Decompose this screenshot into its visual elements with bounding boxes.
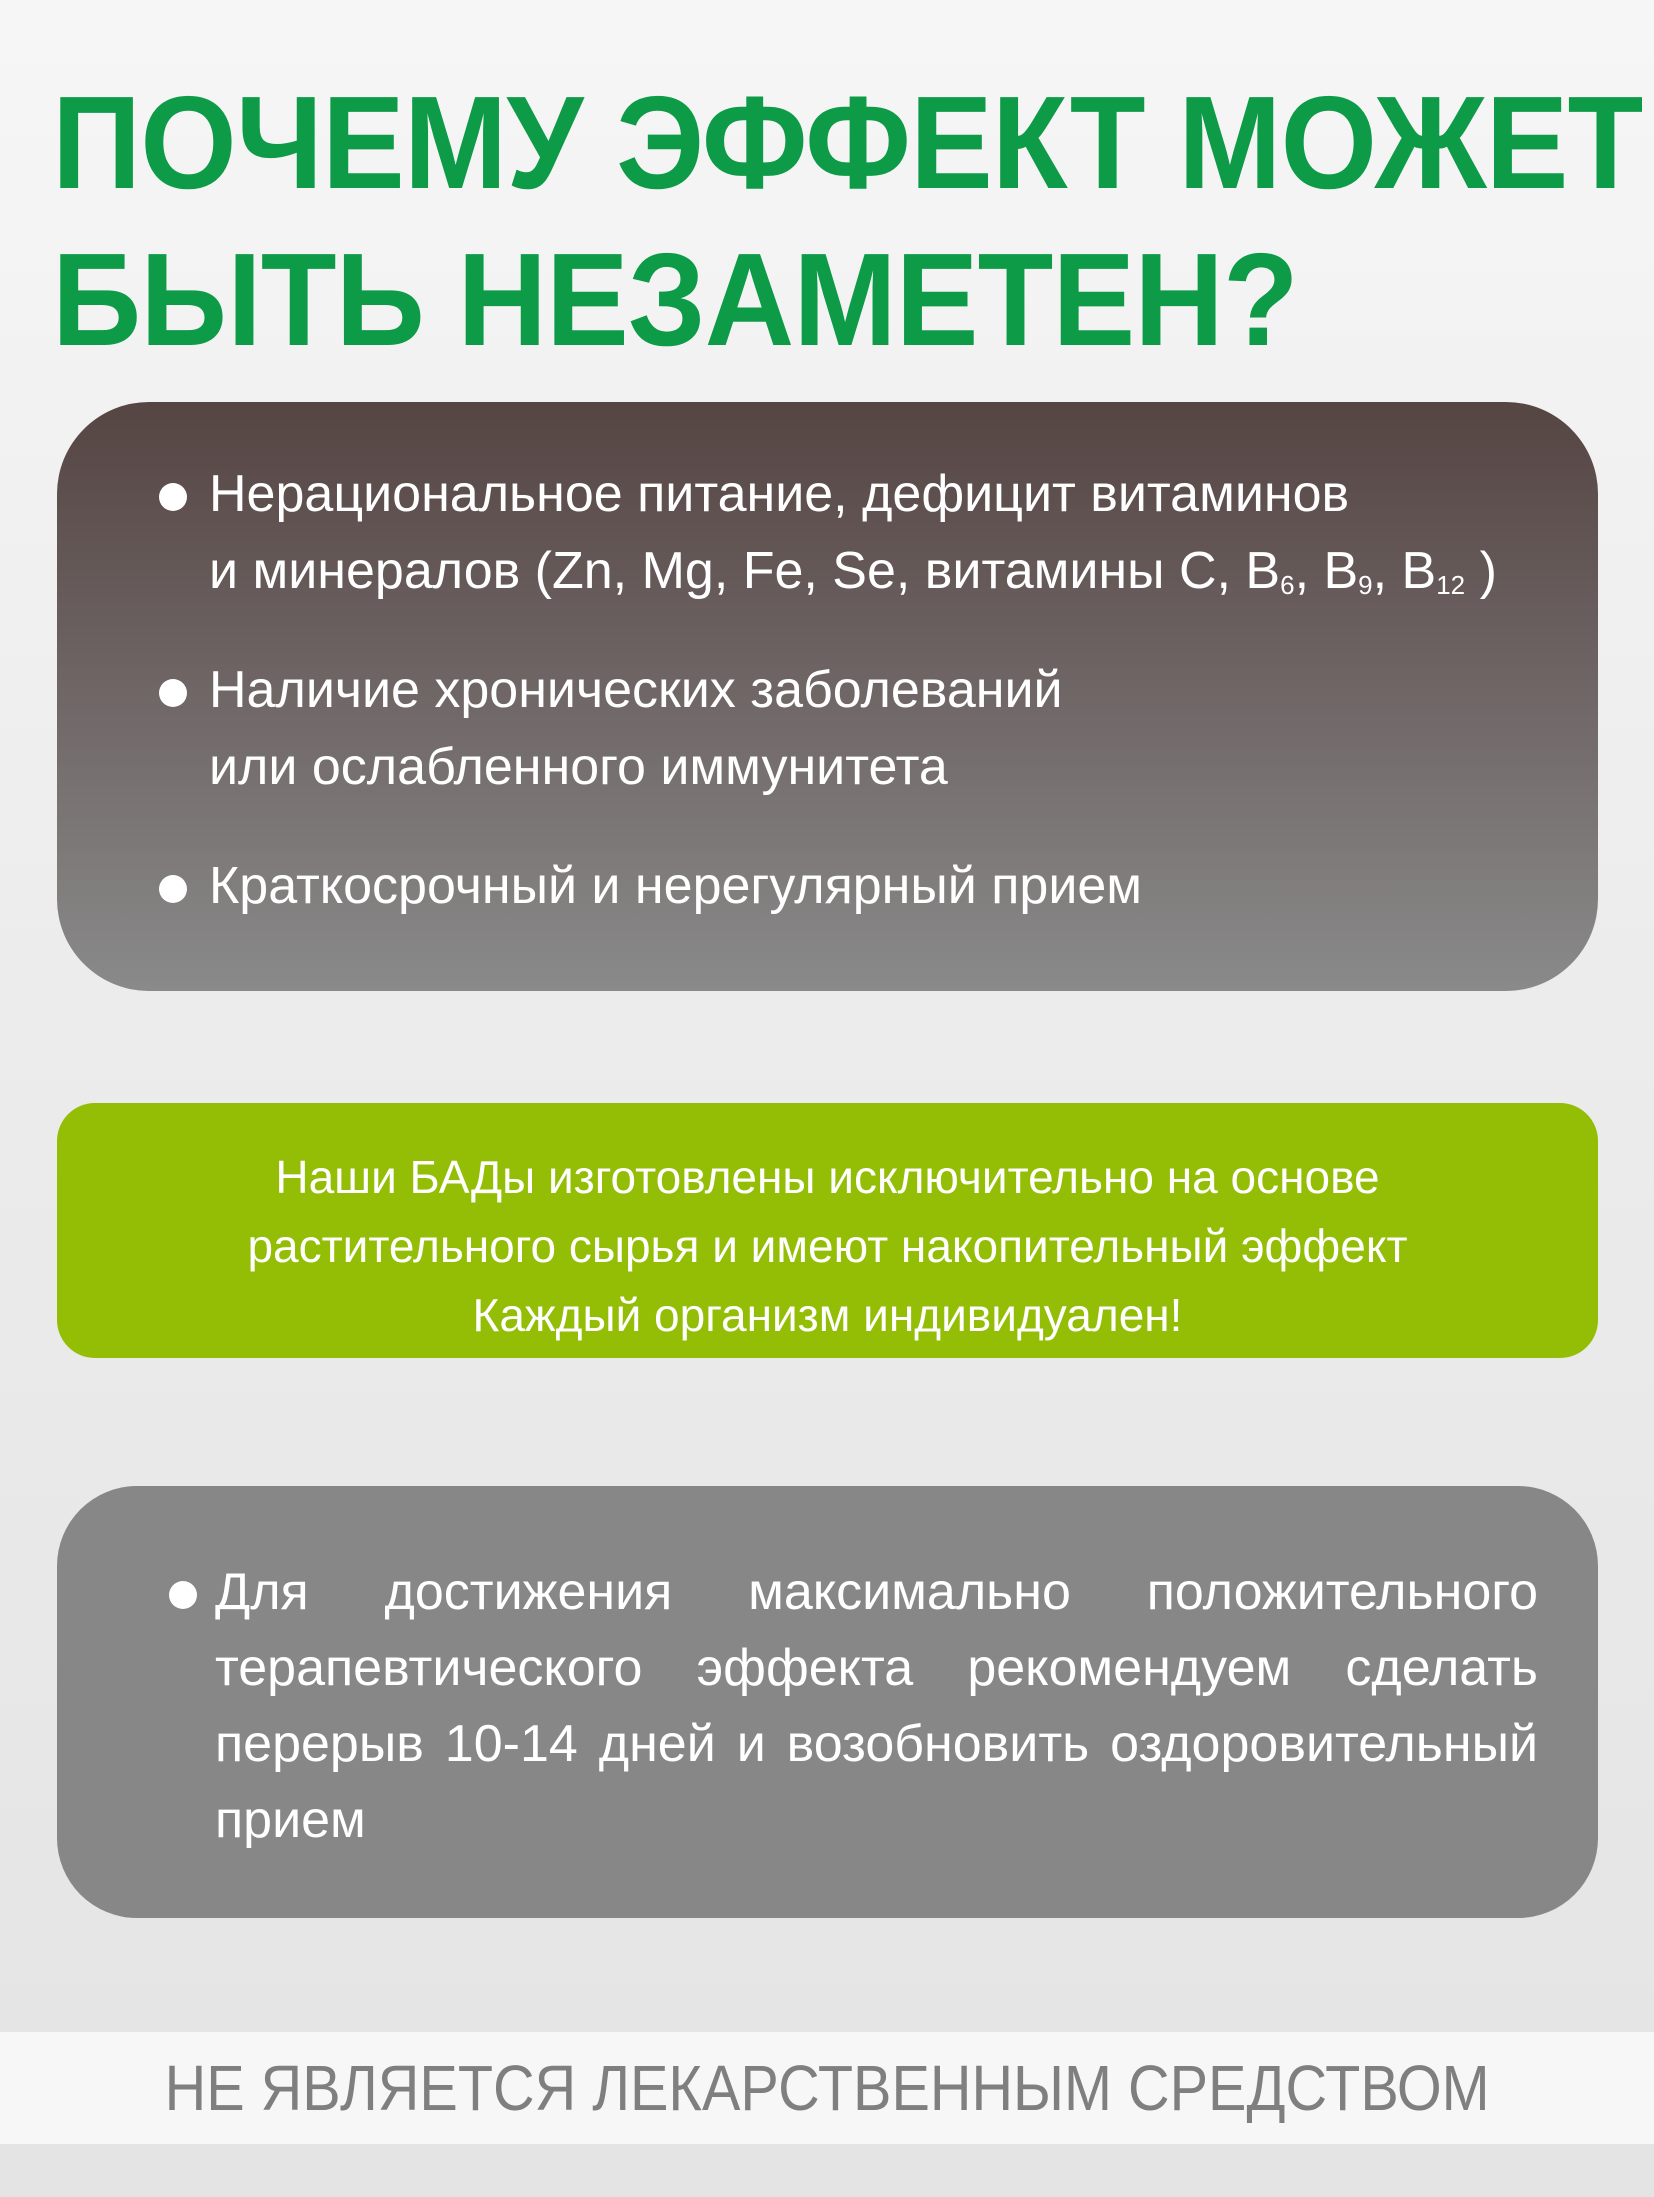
title-line-1: ПОЧЕМУ ЭФФЕКТ МОЖЕТ	[52, 69, 1643, 216]
vitamin-b6-subscript: 6	[1280, 570, 1295, 600]
page-title	[52, 64, 1643, 378]
vitamin-b6-letter: B	[1245, 542, 1281, 600]
reasons-list	[107, 456, 1558, 925]
bullet-icon	[159, 483, 187, 511]
disclaimer-banner	[0, 2032, 1654, 2144]
vitamin-b12-letter: B	[1401, 542, 1437, 600]
reason-1-line-2-text: и минералов (Zn, Mg, Fe, Se, витамины C,	[209, 542, 1246, 600]
bullet-icon	[159, 679, 187, 707]
advice-card	[57, 1486, 1598, 1918]
advice-item	[107, 1554, 1538, 1858]
vitamin-separator-1: ,	[1294, 542, 1324, 600]
vitamin-b9-subscript: 9	[1358, 570, 1373, 600]
reasons-card	[57, 402, 1598, 991]
note-line-2: растительного сырья и имеют накопительный эффект	[247, 1220, 1408, 1272]
reason-item-nutrition	[107, 456, 1558, 610]
reason-item-irregular	[107, 848, 1558, 925]
reason-2-line-1: Наличие хронических заболеваний	[209, 661, 1063, 719]
reason-3-line-1: Краткосрочный и нерегулярный прием	[209, 857, 1143, 915]
vitamin-b6	[1245, 533, 1294, 610]
title-line-2: БЫТЬ НЕЗАМЕТЕН?	[52, 226, 1298, 373]
reason-item-chronic	[107, 652, 1558, 806]
vitamin-b9-letter: B	[1323, 542, 1359, 600]
reason-1-line-1: Нерациональное питание, дефицит витаминов	[209, 465, 1350, 523]
bullet-icon	[169, 1581, 197, 1609]
note-text	[57, 1143, 1598, 1350]
reason-1-close-paren: )	[1465, 542, 1497, 600]
vitamin-b12-subscript: 12	[1436, 570, 1466, 600]
note-card	[57, 1103, 1598, 1358]
bullet-icon	[159, 875, 187, 903]
disclaimer-text: НЕ ЯВЛЯЕТСЯ ЛЕКАРСТВЕННЫМ СРЕДСТВОМ	[164, 2052, 1490, 2124]
reason-1-line-2	[209, 533, 1558, 610]
vitamin-separator-2: ,	[1372, 542, 1402, 600]
vitamin-b9	[1323, 533, 1372, 610]
note-line-3: Каждый организм индивидуален!	[472, 1289, 1183, 1341]
reason-2-line-2: или ослабленного иммунитета	[209, 738, 948, 796]
advice-text: Для достижения максимально положительного терапевтического эффекта рекомендуем сделать перерыв 10-14 дней и возобновить оздоровительный прием	[215, 1563, 1538, 1849]
vitamin-b12	[1402, 533, 1466, 610]
note-line-1: Наши БАДы изготовлены исключительно на основе	[275, 1151, 1380, 1203]
